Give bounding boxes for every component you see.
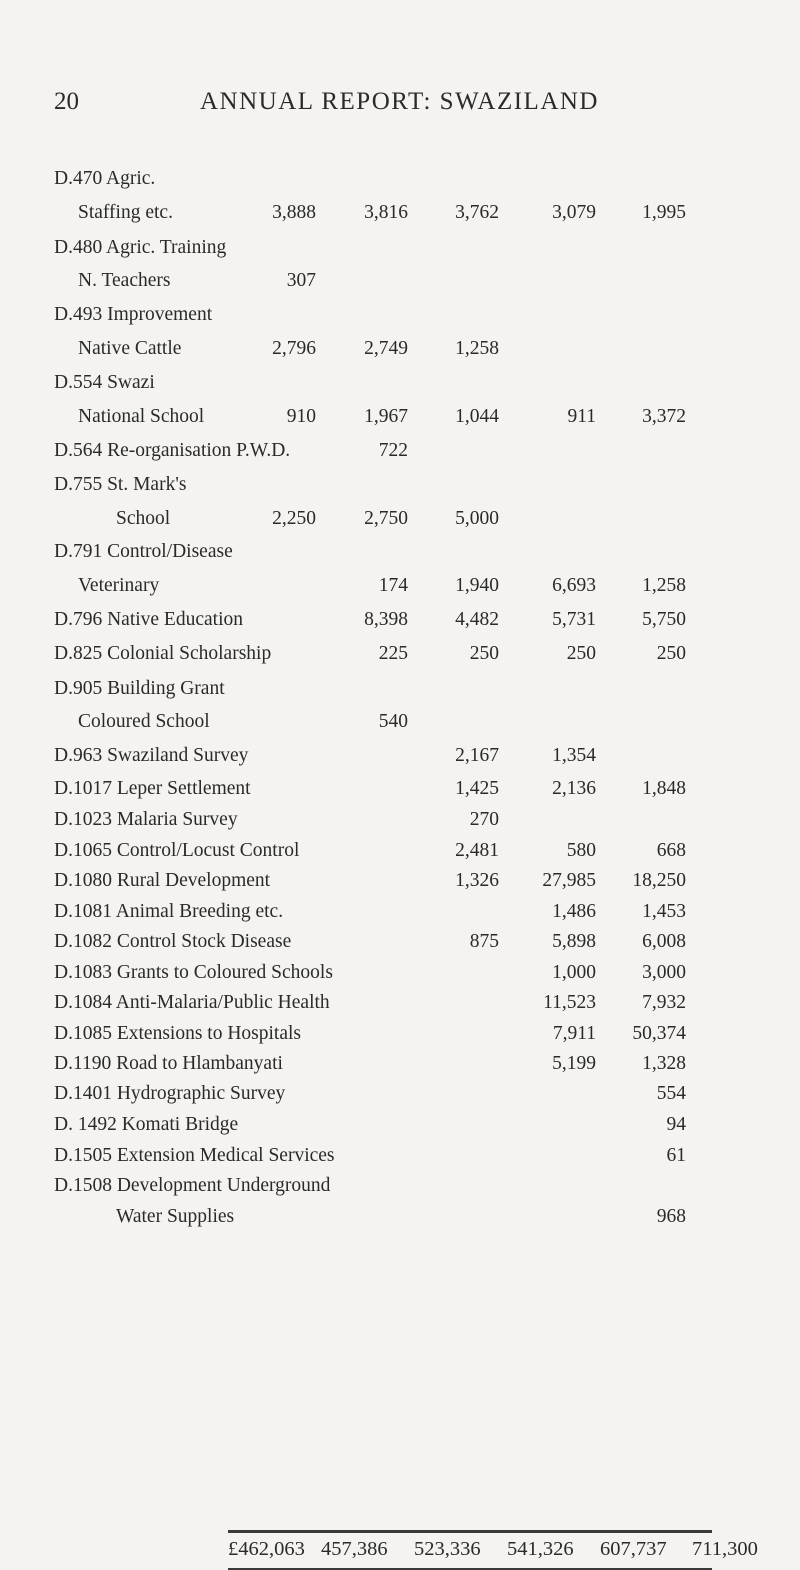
row-value: 11,523 bbox=[543, 992, 596, 1013]
table-row bbox=[0, 962, 800, 992]
row-value: 1,486 bbox=[552, 901, 596, 922]
row-value: 2,136 bbox=[552, 778, 596, 799]
table-row bbox=[0, 1083, 800, 1113]
row-label: D.1508 Development Underground bbox=[54, 1175, 331, 1196]
row-value: 3,762 bbox=[455, 202, 499, 223]
total-value: 523,336 bbox=[414, 1538, 481, 1560]
table-row bbox=[0, 440, 800, 470]
table-row bbox=[0, 1053, 800, 1083]
row-label: D.1017 Leper Settlement bbox=[54, 778, 251, 799]
row-value: 540 bbox=[378, 711, 408, 732]
row-value: 5,750 bbox=[642, 609, 686, 630]
row-label: D.1190 Road to Hlambanyati bbox=[54, 1053, 283, 1074]
row-value: 2,481 bbox=[455, 840, 499, 861]
row-label: Coloured School bbox=[78, 711, 210, 732]
row-label: School bbox=[116, 508, 171, 529]
row-value: 554 bbox=[656, 1083, 686, 1104]
row-value: 3,816 bbox=[364, 202, 408, 223]
row-value: 250 bbox=[566, 643, 596, 664]
row-value: 61 bbox=[666, 1145, 686, 1166]
row-value: 1,848 bbox=[642, 778, 686, 799]
row-value: 1,995 bbox=[642, 202, 686, 223]
row-value: 250 bbox=[656, 643, 686, 664]
table-row bbox=[0, 745, 800, 775]
row-label: D.755 St. Mark's bbox=[54, 474, 187, 495]
table-row bbox=[0, 541, 800, 571]
row-label: D.1401 Hydrographic Survey bbox=[54, 1083, 286, 1104]
row-value: 307 bbox=[286, 270, 316, 291]
row-value: 5,199 bbox=[552, 1053, 596, 1074]
page-header bbox=[0, 88, 800, 128]
row-value: 8,398 bbox=[364, 609, 408, 630]
table-row bbox=[0, 840, 800, 870]
row-label: D.905 Building Grant bbox=[54, 678, 225, 699]
table-row bbox=[0, 778, 800, 808]
row-value: 6,008 bbox=[642, 931, 686, 952]
row-value: 5,000 bbox=[455, 508, 499, 529]
row-label: D.1080 Rural Development bbox=[54, 870, 271, 891]
table-row bbox=[0, 678, 800, 708]
row-value: 1,000 bbox=[552, 962, 596, 983]
row-label: D.1065 Control/Locust Control bbox=[54, 840, 300, 861]
row-label: D.480 Agric. Training bbox=[54, 237, 227, 258]
page-title: ANNUAL REPORT: SWAZILAND bbox=[200, 88, 599, 115]
table-row bbox=[0, 1206, 800, 1236]
table-row bbox=[0, 406, 800, 436]
row-value: 270 bbox=[469, 809, 499, 830]
row-value: 1,328 bbox=[642, 1053, 686, 1074]
total-value: 457,386 bbox=[321, 1538, 388, 1560]
row-value: 27,985 bbox=[542, 870, 596, 891]
row-label: Native Cattle bbox=[78, 338, 182, 359]
row-value: 911 bbox=[567, 406, 596, 427]
row-label: D.554 Swazi bbox=[54, 372, 155, 393]
total-value: 711,300 bbox=[692, 1538, 758, 1560]
table-row bbox=[0, 1023, 800, 1053]
row-value: 3,000 bbox=[642, 962, 686, 983]
table-row bbox=[0, 992, 800, 1022]
table-row bbox=[0, 870, 800, 900]
row-value: 1,326 bbox=[455, 870, 499, 891]
row-value: 1,940 bbox=[455, 575, 499, 596]
row-label: National School bbox=[78, 406, 205, 427]
row-label: Veterinary bbox=[78, 575, 160, 596]
row-value: 3,372 bbox=[642, 406, 686, 427]
row-value: 2,796 bbox=[272, 338, 316, 359]
table-row bbox=[0, 609, 800, 639]
row-label: N. Teachers bbox=[78, 270, 171, 291]
table-row bbox=[0, 1175, 800, 1205]
row-label: D.1081 Animal Breeding etc. bbox=[54, 901, 284, 922]
table-row bbox=[0, 304, 800, 334]
row-value: 94 bbox=[666, 1114, 686, 1135]
row-label: D.796 Native Education bbox=[54, 609, 243, 630]
row-value: 18,250 bbox=[632, 870, 686, 891]
row-label: D.963 Swaziland Survey bbox=[54, 745, 249, 766]
row-value: 174 bbox=[378, 575, 408, 596]
table-row bbox=[0, 1145, 800, 1175]
row-label: D.791 Control/Disease bbox=[54, 541, 233, 562]
row-value: 5,898 bbox=[552, 931, 596, 952]
row-value: 2,749 bbox=[364, 338, 408, 359]
row-label: D. 1492 Komati Bridge bbox=[54, 1114, 239, 1135]
row-label: D.1505 Extension Medical Services bbox=[54, 1145, 335, 1166]
row-label: D.1083 Grants to Coloured Schools bbox=[54, 962, 333, 983]
table-row bbox=[0, 931, 800, 961]
row-value: 6,693 bbox=[552, 575, 596, 596]
row-value: 1,425 bbox=[455, 778, 499, 799]
table-row bbox=[0, 643, 800, 673]
row-label: D.1085 Extensions to Hospitals bbox=[54, 1023, 301, 1044]
row-value: 7,932 bbox=[642, 992, 686, 1013]
row-value: 1,258 bbox=[642, 575, 686, 596]
row-label: D.564 Re-organisation P.W.D. bbox=[54, 440, 291, 461]
table-row bbox=[0, 372, 800, 402]
total-value: 541,326 bbox=[507, 1538, 574, 1560]
row-value: 968 bbox=[656, 1206, 686, 1227]
row-value: 4,482 bbox=[455, 609, 499, 630]
table-row bbox=[0, 711, 800, 741]
table-row bbox=[0, 338, 800, 368]
row-value: 250 bbox=[469, 643, 499, 664]
total-value: £462,063 bbox=[228, 1538, 305, 1560]
row-value: 722 bbox=[378, 440, 408, 461]
row-value: 225 bbox=[378, 643, 408, 664]
row-value: 875 bbox=[469, 931, 499, 952]
row-value: 668 bbox=[656, 840, 686, 861]
row-value: 580 bbox=[566, 840, 596, 861]
row-value: 1,044 bbox=[455, 406, 499, 427]
row-label: D.493 Improvement bbox=[54, 304, 213, 325]
total-value: 607,737 bbox=[600, 1538, 667, 1560]
total-rule-top bbox=[228, 1530, 712, 1533]
table-row bbox=[0, 508, 800, 538]
row-label: D.1023 Malaria Survey bbox=[54, 809, 238, 830]
row-value: 2,167 bbox=[455, 745, 499, 766]
row-value: 7,911 bbox=[552, 1023, 596, 1044]
row-value: 1,258 bbox=[455, 338, 499, 359]
table-row bbox=[0, 474, 800, 504]
row-value: 2,750 bbox=[364, 508, 408, 529]
row-label: D.470 Agric. bbox=[54, 168, 156, 189]
table-row bbox=[0, 575, 800, 605]
row-value: 3,888 bbox=[272, 202, 316, 223]
row-value: 50,374 bbox=[632, 1023, 686, 1044]
table-row bbox=[0, 270, 800, 300]
table-row bbox=[0, 1114, 800, 1144]
row-label: D.1082 Control Stock Disease bbox=[54, 931, 292, 952]
row-value: 5,731 bbox=[552, 609, 596, 630]
table-row bbox=[0, 809, 800, 839]
row-label: Staffing etc. bbox=[78, 202, 173, 223]
row-label: D.1084 Anti-Malaria/Public Health bbox=[54, 992, 330, 1013]
table-row bbox=[0, 901, 800, 931]
row-value: 910 bbox=[286, 406, 316, 427]
row-value: 1,967 bbox=[364, 406, 408, 427]
page-number: 20 bbox=[54, 88, 79, 115]
row-label: D.825 Colonial Scholarship bbox=[54, 643, 272, 664]
row-value: 1,354 bbox=[552, 745, 596, 766]
row-label: Water Supplies bbox=[116, 1206, 235, 1227]
row-value: 1,453 bbox=[642, 901, 686, 922]
table-row bbox=[0, 237, 800, 267]
table-row bbox=[0, 202, 800, 232]
row-value: 2,250 bbox=[272, 508, 316, 529]
row-value: 3,079 bbox=[552, 202, 596, 223]
table-row bbox=[0, 168, 800, 198]
